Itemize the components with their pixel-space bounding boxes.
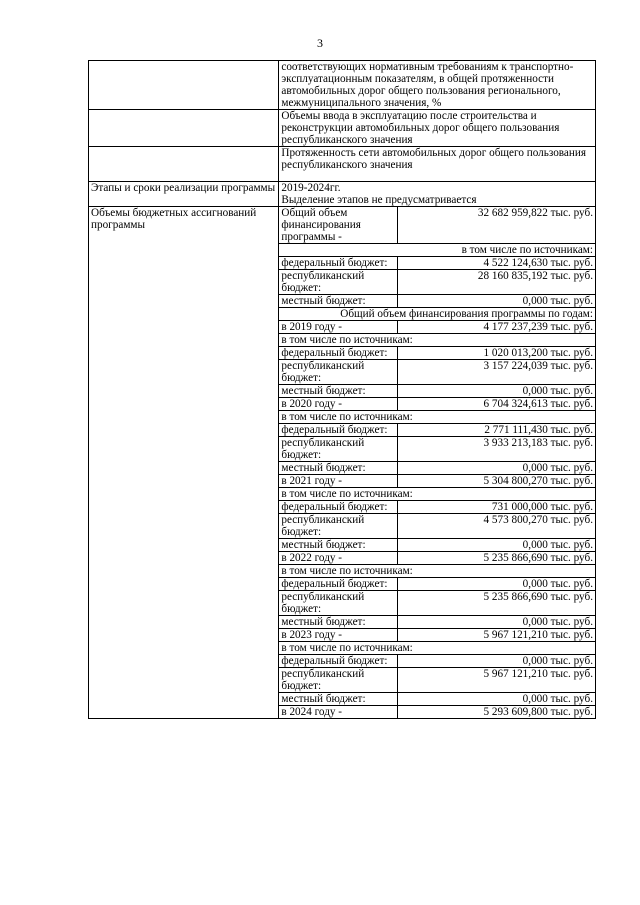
source-value: 0,000 тыс. руб. [398, 616, 596, 629]
source-label: местный бюджет: [279, 616, 398, 629]
by-years-label: Общий объем финансирования программы по годам: [279, 308, 596, 321]
year-label: в 2021 году - [279, 475, 398, 488]
source-value: 0,000 тыс. руб. [398, 693, 596, 706]
year-value: 4 177 237,239 тыс. руб. [398, 321, 596, 334]
indicator-text: Объемы ввода в эксплуатацию после строительства и реконструкции автомобильных дорог общего пользования республиканского значения [279, 110, 596, 147]
source-value: 2 771 111,430 тыс. руб. [398, 424, 596, 437]
budget-total-row [89, 207, 596, 244]
source-value: 0,000 тыс. руб. [398, 655, 596, 668]
source-value: 3 157 224,039 тыс. руб. [398, 360, 596, 385]
source-value: 0,000 тыс. руб. [398, 578, 596, 591]
source-value: 1 020 013,200 тыс. руб. [398, 347, 596, 360]
indicator-row-3 [89, 147, 596, 182]
source-label: федеральный бюджет: [279, 655, 398, 668]
year-label: в 2020 году - [279, 398, 398, 411]
source-value: 4 573 800,270 тыс. руб. [398, 514, 596, 539]
source-label: федеральный бюджет: [279, 257, 398, 270]
year-label: в 2024 году - [279, 706, 398, 719]
source-label: республиканский бюджет: [279, 360, 398, 385]
source-label: федеральный бюджет: [279, 501, 398, 514]
budget-total-label: Общий объем финансирования программы - [279, 207, 398, 244]
program-passport-table [88, 60, 596, 719]
source-value: 3 933 213,183 тыс. руб. [398, 437, 596, 462]
year-sources-label: в том числе по источникам: [279, 334, 596, 347]
year-label: в 2019 году - [279, 321, 398, 334]
source-label: местный бюджет: [279, 295, 398, 308]
source-label: местный бюджет: [279, 385, 398, 398]
source-label: республиканский бюджет: [279, 591, 398, 616]
year-value: 5 235 866,690 тыс. руб. [398, 552, 596, 565]
source-label: федеральный бюджет: [279, 424, 398, 437]
source-label: местный бюджет: [279, 693, 398, 706]
stages-note: Выделение этапов не предусматривается [281, 194, 477, 206]
source-label: местный бюджет: [279, 462, 398, 475]
year-sources-label: в том числе по источникам: [279, 488, 596, 501]
year-sources-label: в том числе по источникам: [279, 411, 596, 424]
source-label: республиканский бюджет: [279, 668, 398, 693]
source-value: 731 000,000 тыс. руб. [398, 501, 596, 514]
year-value: 5 304 800,270 тыс. руб. [398, 475, 596, 488]
stages-row [89, 182, 596, 207]
stages-period: 2019-2024гг. [281, 182, 341, 194]
year-sources-label: в том числе по источникам: [279, 642, 596, 655]
page-number: 3 [317, 36, 323, 50]
year-value: 5 967 121,210 тыс. руб. [398, 629, 596, 642]
stages-label: Этапы и сроки реализации программы [89, 182, 279, 207]
source-label: федеральный бюджет: [279, 578, 398, 591]
source-value: 0,000 тыс. руб. [398, 295, 596, 308]
source-label: республиканский бюджет: [279, 514, 398, 539]
source-label: республиканский бюджет: [279, 270, 398, 295]
source-label: местный бюджет: [279, 539, 398, 552]
budget-total-value: 32 682 959,822 тыс. руб. [398, 207, 596, 244]
by-sources-label: в том числе по источникам: [279, 244, 596, 257]
indicator-row-1 [89, 61, 596, 110]
source-value: 5 967 121,210 тыс. руб. [398, 668, 596, 693]
budget-label: Объемы бюджетных ассигнований программы [89, 207, 279, 719]
year-sources-label: в том числе по источникам: [279, 565, 596, 578]
source-value: 5 235 866,690 тыс. руб. [398, 591, 596, 616]
source-value: 0,000 тыс. руб. [398, 462, 596, 475]
indicator-row-2 [89, 110, 596, 147]
source-value: 0,000 тыс. руб. [398, 539, 596, 552]
indicator-text: Протяженность сети автомобильных дорог общего пользования республиканского значения [279, 147, 596, 182]
indicator-text: соответствующих нормативным требованиям к транспортно-эксплуатационным показателям, в общей протяженности автомобильных дорог общего пользования регионального, межмуниципального значения, % [279, 61, 596, 110]
source-label: республиканский бюджет: [279, 437, 398, 462]
source-value: 4 522 124,630 тыс. руб. [398, 257, 596, 270]
year-value: 6 704 324,613 тыс. руб. [398, 398, 596, 411]
source-value: 0,000 тыс. руб. [398, 385, 596, 398]
source-label: федеральный бюджет: [279, 347, 398, 360]
year-label: в 2022 году - [279, 552, 398, 565]
source-value: 28 160 835,192 тыс. руб. [398, 270, 596, 295]
year-value: 5 293 609,800 тыс. руб. [398, 706, 596, 719]
year-label: в 2023 году - [279, 629, 398, 642]
